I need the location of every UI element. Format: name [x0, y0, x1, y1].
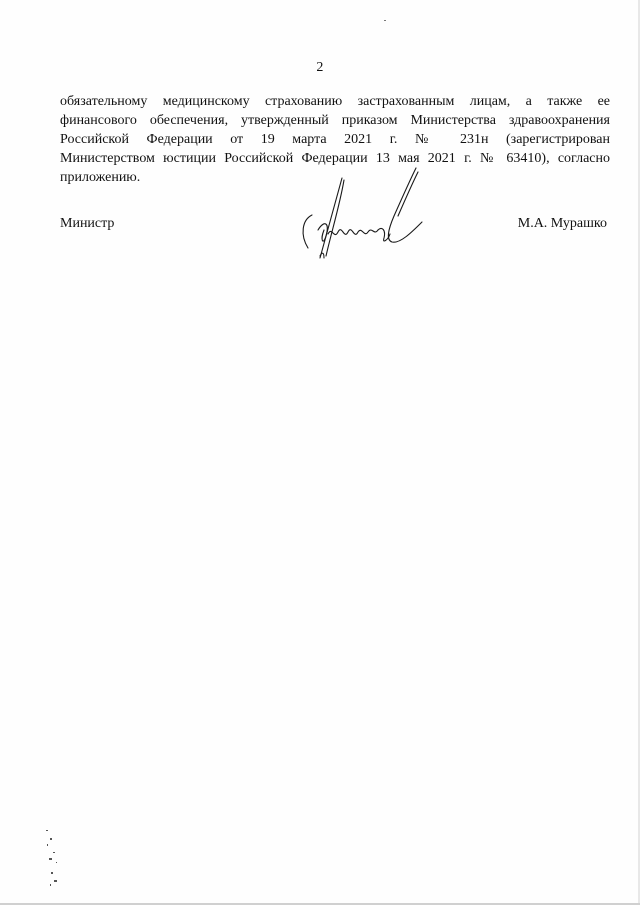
body-line: Российской Федерации от 19 марта 2021 г. № 231н (зарегистрирован — [60, 132, 610, 147]
handwritten-signature-icon — [290, 160, 430, 260]
page-number: 2 — [316, 60, 324, 75]
body-line: обязательному медицинскому страхованию застрахованным лицам, а также ее — [60, 94, 610, 109]
scan-speck — [384, 20, 386, 21]
body-line: приложению. — [60, 170, 141, 185]
signatory-name: М.А. Мурашко — [517, 216, 607, 231]
body-line: финансового обеспечения, утвержденный приказом Министерства здравоохранения — [60, 113, 610, 128]
body-line: Министерством юстиции Российской Федерации 13 мая 2021 г. № 63410), согласно — [60, 151, 610, 166]
signatory-title: Министр — [60, 216, 115, 231]
scan-artifact-icon — [44, 828, 64, 892]
